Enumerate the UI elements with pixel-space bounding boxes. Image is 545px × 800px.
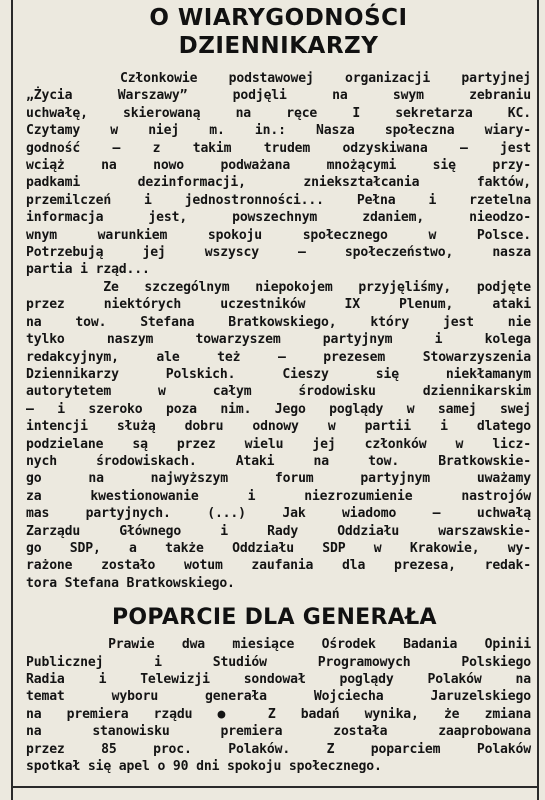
- left-column-rule: [11, 0, 13, 800]
- text-line: mas partyjnych. (...) Jak wiadomo — uchwałą: [26, 506, 531, 522]
- text-line: przez niektórych uczestników IX Plenum, ataki: [26, 297, 531, 313]
- article2-paragraph-1: [26, 636, 531, 775]
- text-line: Radia i Telewizji sondował poglądy Polaków na: [26, 672, 531, 687]
- text-line: intencji służą dobru odnowy w partii i dlatego: [26, 419, 531, 435]
- text-line: go SDP, a także Oddziału SDP w Krakowie, wy-: [26, 540, 531, 556]
- text-line: Prawie dwa miesiące Ośrodek Badania Opinii: [26, 637, 531, 653]
- text-line: temat wyboru generała Wojciecha Jaruzelskiego: [26, 689, 531, 705]
- text-line: Publicznej i Studiów Programowych Polskiego: [26, 654, 531, 670]
- text-line: „Życia Warszawy” podjęli na swym zebraniu: [26, 88, 531, 104]
- text-line: przemilczeń i jednostronności... Pełna i rzetelna: [26, 192, 531, 208]
- article1-paragraph-1: [26, 70, 531, 279]
- text-line: redakcyjnym, ale też — prezesem Stowarzyszenia: [26, 349, 531, 365]
- text-line: Dziennikarzy Polskich. Cieszy się niekłamanym: [26, 366, 531, 382]
- article1-headline: [26, 4, 531, 60]
- article-column: [26, 4, 531, 775]
- article1-headline-line1: O WIARYGODNOŚCI: [149, 5, 408, 31]
- text-line: spotkał się apel o 90 dni spokoju społecznego.: [26, 759, 382, 775]
- text-line: — i szeroko poza nim. Jego poglądy w samej swej: [26, 401, 531, 417]
- text-line: Członkowie podstawowej organizacji partyjnej: [26, 71, 531, 86]
- text-line: nych środowiskach. Ataki na tow. Bratkowskie-: [26, 453, 531, 469]
- text-line: przez 85 proc. Polaków. Z poparciem Polaków: [26, 741, 531, 757]
- text-line: partia i rząd...: [26, 262, 150, 278]
- text-line: uchwałę, skierowaną na ręce I sekretarza KC.: [26, 105, 531, 121]
- text-line: wnym warunkiem spokoju społecznego w Polsce.: [26, 227, 531, 243]
- text-line: na tow. Stefana Bratkowskiego, który jest nie: [26, 314, 531, 330]
- text-line: go na najwyższym forum partyjnym uważamy: [26, 471, 531, 487]
- text-line: tylko naszym towarzyszem partyjnym i kolega: [26, 332, 531, 348]
- text-line: podzielane są przez wielu jej członków w licz-: [26, 436, 531, 452]
- text-line: wciąż na nowo podważana mnożącymi się przy-: [26, 158, 531, 174]
- text-line: Ze szczególnym niepokojem przyjęliśmy, podjęte: [26, 279, 531, 295]
- text-line: za kwestionowanie i niezrozumienie nastrojów: [26, 488, 531, 504]
- text-line: godność — z takim trudem odzyskiwana — jest: [26, 140, 531, 156]
- text-line: padkami dezinformacji, zniekształcania faktów,: [26, 175, 531, 191]
- right-column-rule: [537, 0, 539, 800]
- article1-paragraph-2: [26, 279, 531, 592]
- bottom-rule: [11, 786, 539, 788]
- text-line: informacja jest, powszechnym zdaniem, nieodzo-: [26, 210, 531, 226]
- text-line: Czytamy w niej m. in.: Nasza społeczna wiary-: [26, 123, 531, 139]
- text-line: tora Stefana Bratkowskiego.: [26, 575, 235, 591]
- article1-headline-line2: DZIENNIKARZY: [178, 33, 379, 59]
- text-line: na stanowisku premiera została zaaprobowana: [26, 724, 531, 740]
- text-line: na premiera rządu ● Z badań wynika, że zmiana: [26, 706, 531, 722]
- text-line: Potrzebują jej wszyscy — społeczeństwo, nasza: [26, 245, 531, 261]
- text-line: Zarządu Głównego i Rady Oddziału warszawskie-: [26, 523, 531, 539]
- text-line: autorytetem w całym środowisku dziennikarskim: [26, 384, 531, 400]
- text-line: rażone zostało wotum zaufania dla prezesa, redak-: [26, 558, 531, 574]
- article2-headline: POPARCIE DLA GENERAŁA: [112, 605, 437, 631]
